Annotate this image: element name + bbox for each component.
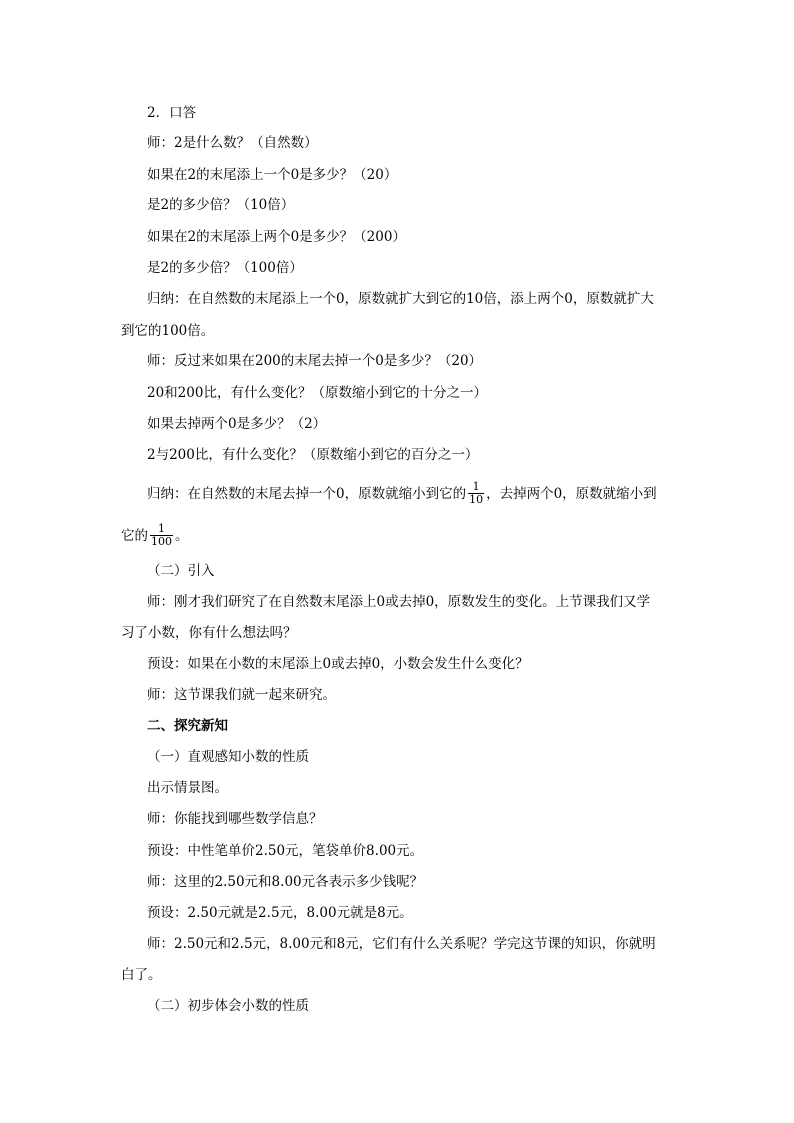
text-line: 师：2.50元和2.5元，8.00元和8元，它们有什么关系呢？学完这节课的知识，你就明	[147, 936, 656, 952]
subsection-heading: （二）初步体会小数的性质	[147, 998, 309, 1014]
text-line: 如果在2的末尾添上一个0是多少？（20）	[147, 167, 398, 183]
text-line: 是2的多少倍？（100倍）	[147, 260, 303, 276]
text-line: 20和200比，有什么变化？（原数缩小到它的十分之一）	[147, 385, 487, 401]
text-line: 归纳：在自然数的末尾添上一个0，原数就扩大到它的10倍，添上两个0，原数就扩大	[147, 291, 654, 307]
text-segment: 。	[175, 528, 189, 544]
text-line: 出示情景图。	[147, 780, 228, 796]
subsection-heading: （二）引入	[147, 563, 215, 579]
text-segment: 归纳：在自然数的末尾去掉一个0，原数就缩小到它的	[147, 486, 467, 502]
fraction-numerator: 1	[472, 480, 480, 493]
subsection-heading: （一）直观感知小数的性质	[147, 749, 309, 765]
text-line: 预设：中性笔单价2.50元，笔袋单价8.00元。	[147, 843, 424, 859]
text-line: 白了。	[121, 967, 162, 983]
text-line: 师：反过来如果在200的末尾去掉一个0是多少？（20）	[147, 353, 483, 369]
text-line-with-fraction	[147, 482, 657, 507]
text-line: 预设：如果在小数的末尾添上0或去掉0，小数会发生什么变化？	[147, 656, 529, 672]
text-line: 师：刚才我们研究了在自然数末尾添上0或去掉0，原数发生的变化。上节课我们又学	[147, 594, 651, 610]
text-line: 到它的100倍。	[121, 323, 215, 339]
text-line-with-fraction	[121, 524, 189, 549]
section-heading: 二、探究新知	[147, 718, 228, 734]
fraction-denominator: 10	[469, 493, 484, 506]
item-oral-answer: 2．口答	[147, 105, 197, 121]
text-line: 师：这节课我们就一起来研究。	[147, 687, 336, 703]
text-line: 师：2是什么数？（自然数）	[147, 135, 318, 151]
text-line: 预设：2.50元就是2.5元，8.00元就是8元。	[147, 905, 413, 921]
text-line: 习了小数，你有什么想法吗？	[121, 625, 297, 641]
fraction-one-tenth	[468, 481, 484, 506]
text-line: 是2的多少倍？（10倍）	[147, 197, 295, 213]
text-line: 如果去掉两个0是多少？（2）	[147, 416, 327, 432]
text-segment: ，去掉两个0，原数就缩小到	[486, 486, 657, 502]
text-segment: 它的	[121, 528, 148, 544]
fraction-one-hundredth	[150, 523, 173, 548]
text-line: 师：你能找到哪些数学信息？	[147, 811, 323, 827]
text-line: 2与200比，有什么变化？（原数缩小到它的百分之一）	[147, 447, 479, 463]
fraction-numerator: 1	[158, 522, 165, 535]
fraction-denominator: 100	[151, 535, 172, 548]
text-line: 如果在2的末尾添上两个0是多少？（200）	[147, 229, 406, 245]
text-line: 师：这里的2.50元和8.00元各表示多少钱呢？	[147, 874, 424, 890]
